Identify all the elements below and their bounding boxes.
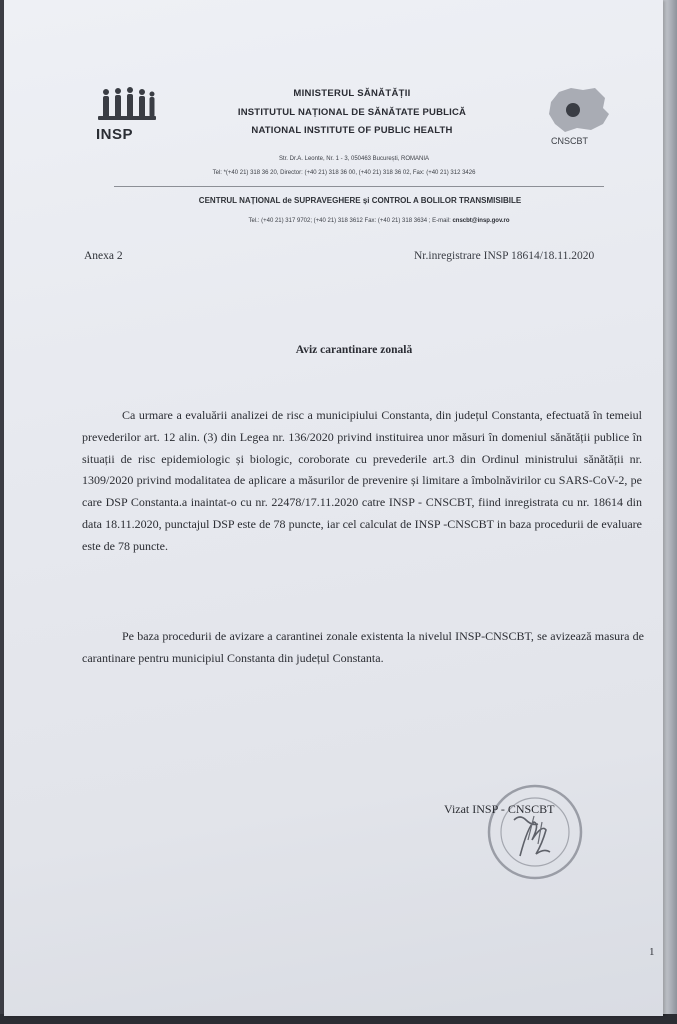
- official-stamp-icon: [484, 780, 586, 884]
- cnscbt-logo: [537, 84, 617, 152]
- center-email: cnscbt@insp.gov.ro: [452, 218, 510, 224]
- institute-name-ro: INSTITUTUL NAȚIONAL DE SĂNĂTATE PUBLICĂ: [237, 107, 467, 118]
- institute-address: Str. Dr.A. Leonte, Nr. 1 - 3, 050463 București, ROMANIA: [278, 156, 430, 162]
- insp-figures-icon: [96, 86, 158, 126]
- header-divider: [114, 186, 604, 187]
- page-number: 1: [649, 946, 655, 958]
- romania-map-icon: [543, 84, 611, 136]
- institute-phones: Tel: *(+40 21) 318 36 20, Director: (+40 21) 318 36 00, (+40 21) 318 36 02, Fax: (+40 21) 312 3426: [212, 170, 476, 176]
- cnscbt-logo-text: CNSCBT: [551, 136, 589, 146]
- approval-label: Vizat INSP - CNSCBT: [444, 802, 555, 816]
- registration-number: Nr.inregistrare INSP 18614/18.11.2020: [414, 250, 595, 262]
- insp-logo: [92, 84, 162, 146]
- annex-label: Anexa 2: [84, 250, 123, 262]
- body-paragraph-2: Pe baza procedurii de avizare a carantinei zonale existenta la nivelul INSP-CNSCBT, se avizează masura de carantinare pentru municipiul Constanta din județul Constanta.: [82, 629, 644, 665]
- background-edge: [663, 0, 677, 1024]
- center-name: CENTRUL NAȚIONAL de SUPRAVEGHERE și CONTROL A BOLILOR TRANSMISIBILE: [198, 196, 522, 205]
- insp-logo-text: INSP: [96, 126, 134, 143]
- ministry-name: MINISTERUL SĂNĂTĂȚII: [293, 88, 411, 99]
- institute-name-en: NATIONAL INSTITUTE OF PUBLIC HEALTH: [251, 125, 453, 136]
- body-paragraph-1: Ca urmare a evaluării analizei de risc a municipiului Constanta, din județul Constanta, efectuată în temeiul prevederilor art. 12 alin. (3) din Legea nr. 136/2020 privind instituirea unor măsuri în domeniul sănătății publice în situații de risc epidemiologic și biologic, coroborate cu prevederile art.3 din Ordinul ministrului sănătății nr. 1309/2020 privind modalitatea de aplicare a măsurilor de prevenire și limitare a îmbolnăvirilor cu SARS-CoV-2, pe care DSP Constanta.a inaintat-o cu nr. 22478/17.11.2020 catre INSP - CNSCBT, fiind inregistrata cu nr. 18614 din data 18.11.2020, punctajul DSP este de 78 puncte, iar cel calculat de INSP -CNSCBT in baza procedurii de evaluare este de 78 puncte.: [82, 408, 642, 553]
- document-title: Aviz carantinare zonală: [295, 344, 413, 356]
- center-contacts: [164, 218, 594, 224]
- center-phones: Tel.: (+40 21) 317 9702; (+40 21) 318 3612 Fax: (+40 21) 318 3634 ; E-mail:: [248, 218, 451, 224]
- document-page: [4, 0, 663, 1016]
